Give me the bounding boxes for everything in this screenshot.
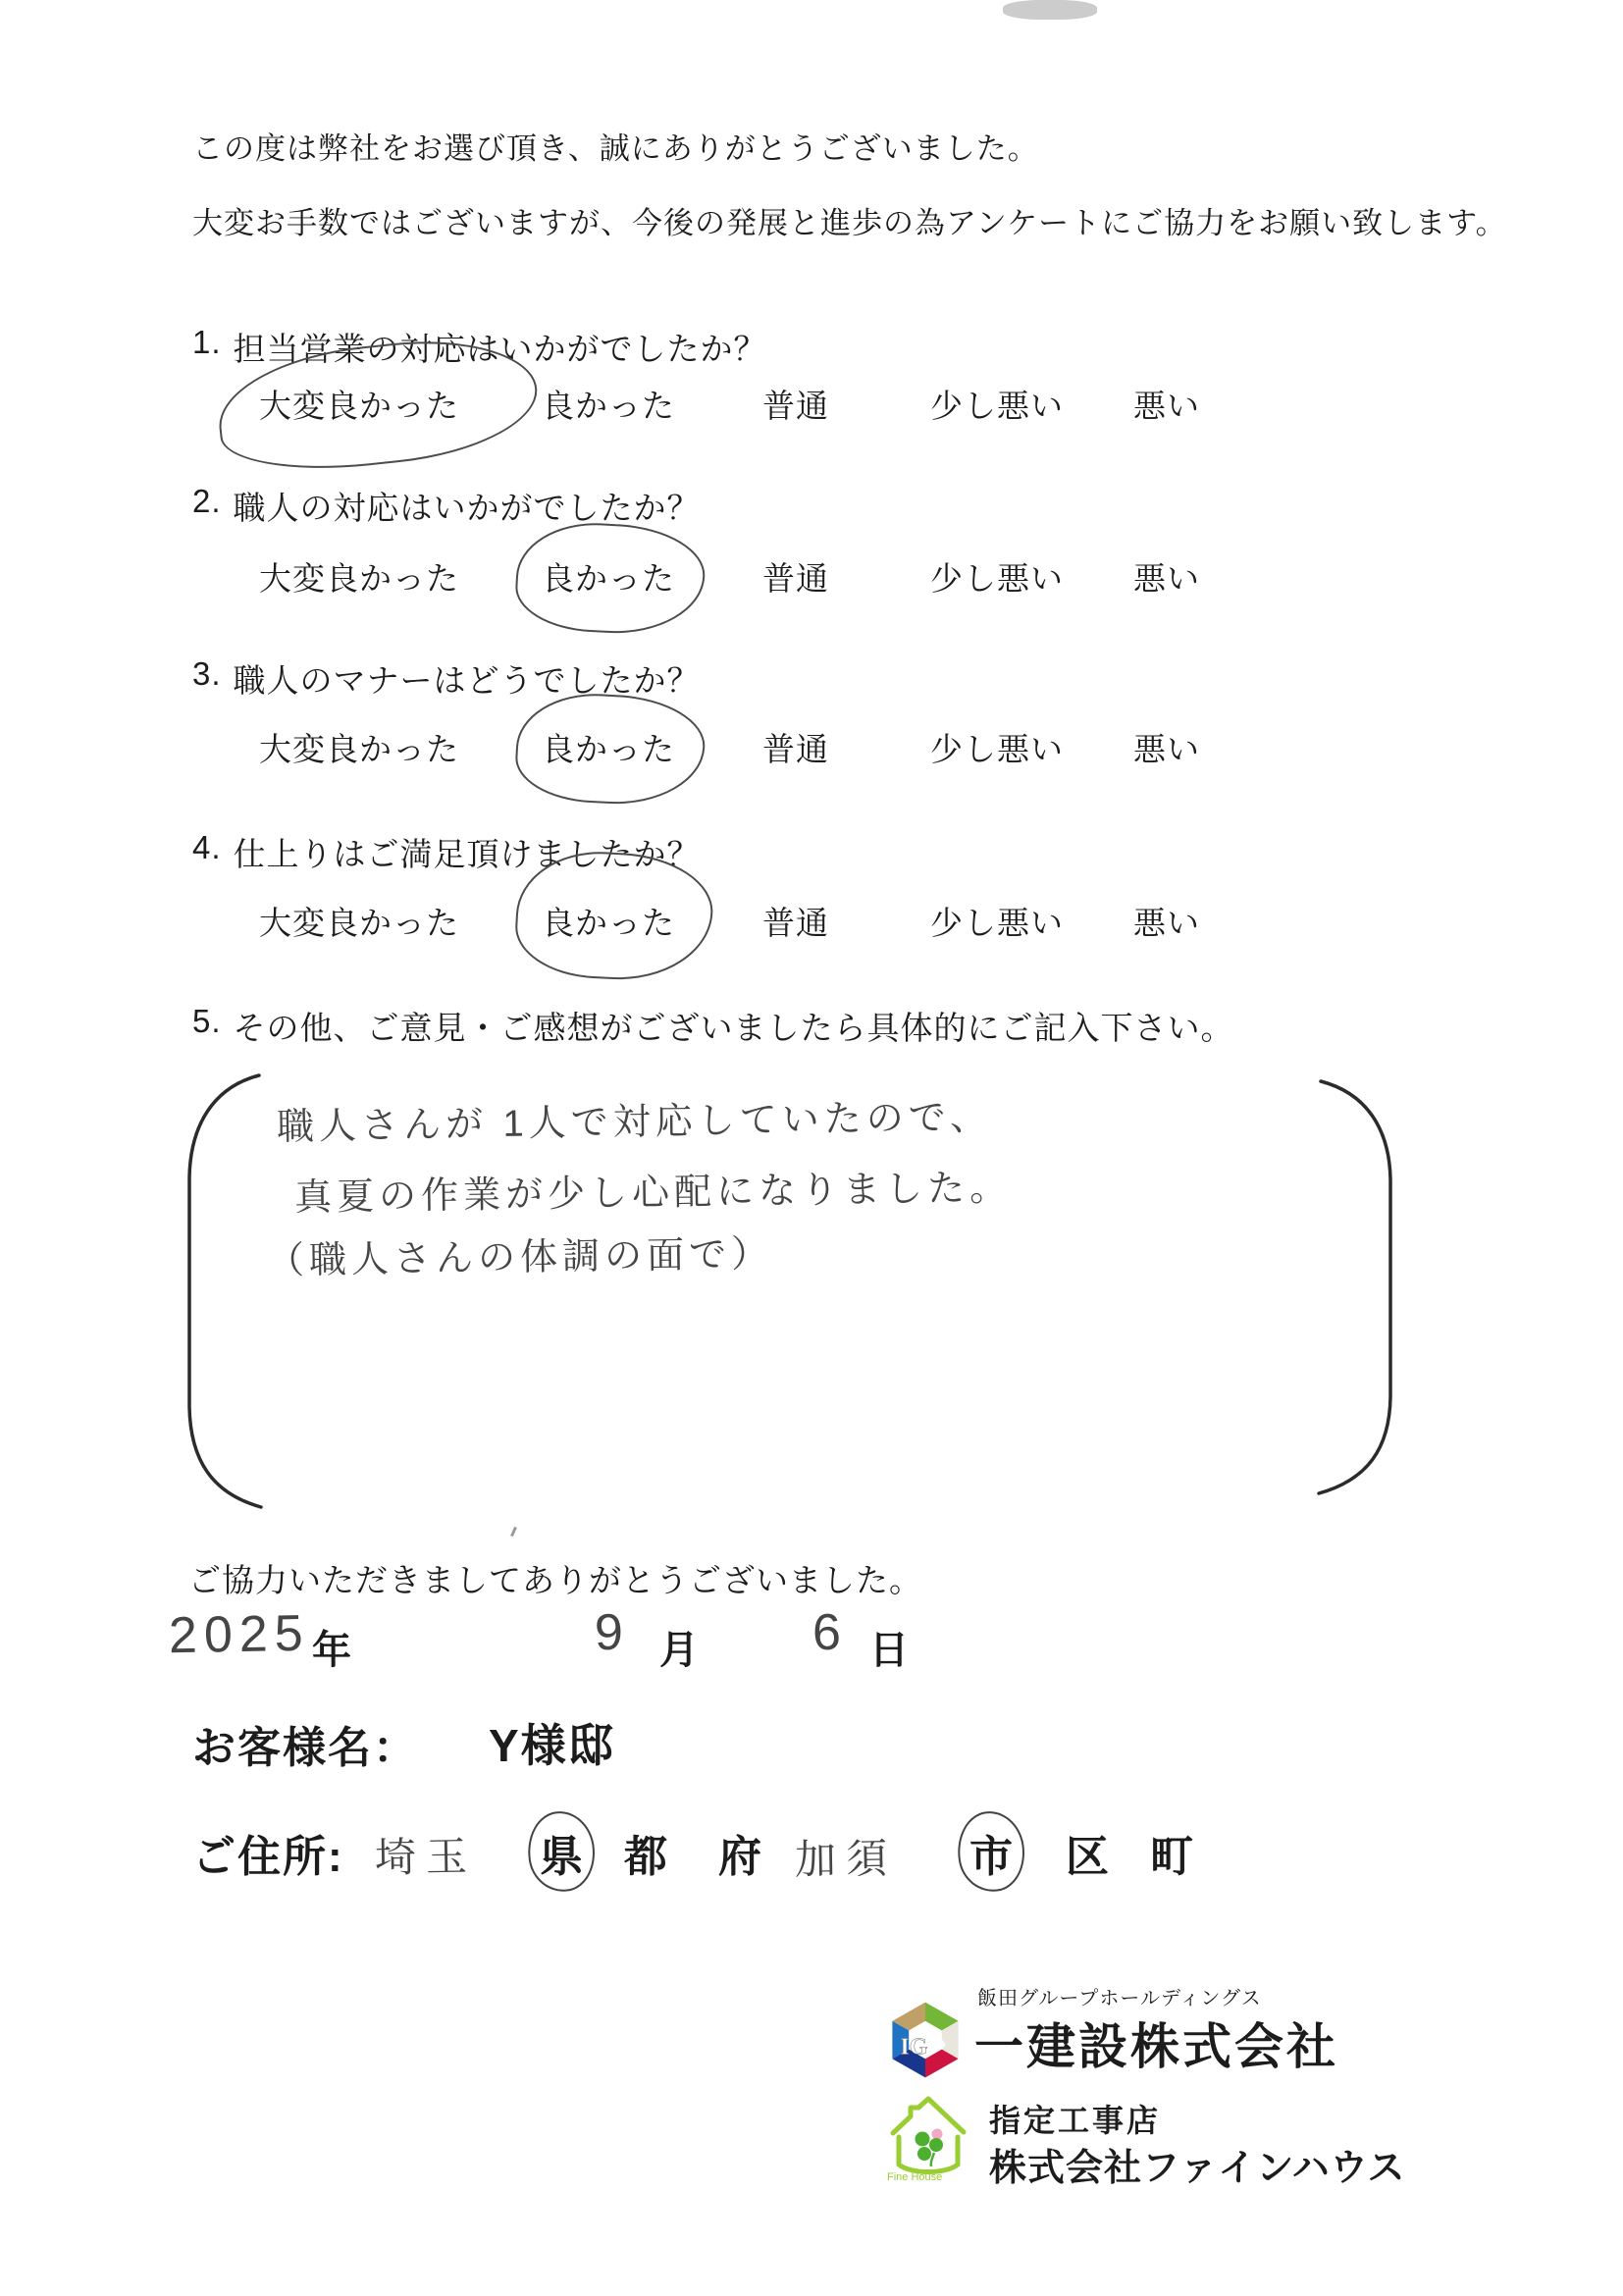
date-month-label: 月 — [659, 1629, 699, 1672]
option-very-good: 大変良かった — [259, 905, 459, 941]
option-very-good: 大変良かった — [259, 381, 459, 427]
comment-bracket-left-icon — [184, 1071, 263, 1516]
iida-group-logo-icon — [886, 2000, 965, 2085]
question-3-title — [192, 655, 1623, 702]
question-4-number: 4. — [192, 829, 222, 865]
question-5-text: その他、ご意見・ご感想がございましたら具体的にご記入下さい。 — [233, 1010, 1234, 1046]
comment-line-3: （職人さんの体調の面で） — [266, 1233, 774, 1282]
option-very-good: 大変良かった — [259, 560, 459, 597]
option-bad: 悪い — [1133, 388, 1200, 424]
address-ku-unit: 区 — [1066, 1833, 1111, 1881]
question-3 — [0, 655, 1623, 783]
question-1-options — [0, 381, 1623, 440]
intro-line-1: この度は弊社をお選び頂き、誠にありがとうございました。 — [192, 131, 1039, 166]
question-2-title — [192, 483, 1623, 529]
option-normal: 普通 — [762, 905, 829, 941]
footer-builder-name: 株式会社ファインハウス — [989, 2148, 1406, 2189]
question-3-options — [0, 724, 1623, 783]
fine-house-logo-icon — [883, 2088, 973, 2187]
date-day-label: 日 — [869, 1629, 909, 1672]
question-4 — [0, 829, 1623, 957]
date-year-label: 年 — [312, 1629, 351, 1672]
address-label: ご住所: — [192, 1833, 344, 1881]
question-5-title — [192, 1003, 1623, 1049]
option-slightly-bad: 少し悪い — [930, 731, 1064, 767]
option-slightly-bad: 少し悪い — [930, 560, 1064, 597]
footer-group-name: 飯田グループホールディングス — [977, 1988, 1262, 2009]
closing-text: ご協力いただきましてありがとうございました。 — [188, 1562, 922, 1598]
question-2 — [0, 483, 1623, 610]
footer-designated-label: 指定工事店 — [989, 2103, 1162, 2138]
option-good: 良かった — [542, 553, 675, 600]
footer-company-name: 一建設株式会社 — [974, 2019, 1338, 2074]
option-normal: 普通 — [762, 731, 829, 767]
scan-artifact — [1003, 0, 1097, 20]
address-prefecture-handwritten: 埼玉 — [374, 1833, 478, 1881]
date-month-value: 9 — [594, 1603, 631, 1662]
option-normal: 普通 — [762, 560, 829, 597]
question-4-title — [192, 829, 1623, 875]
question-2-number: 2. — [192, 483, 222, 519]
option-bad: 悪い — [1133, 560, 1200, 597]
option-bad: 悪い — [1133, 731, 1200, 767]
question-2-options — [0, 553, 1623, 612]
question-4-text: 仕上りはご満足頂けましたか？ — [233, 836, 701, 872]
question-5-number: 5. — [192, 1003, 222, 1039]
address-city-unit-circled: 市 — [969, 1821, 1015, 1884]
question-4-options — [0, 898, 1623, 957]
question-3-number: 3. — [192, 655, 222, 692]
option-slightly-bad: 少し悪い — [930, 905, 1064, 941]
intro-line-2: 大変お手数ではございますが、今後の発展と進歩の為アンケートにご協力をお願い致します。 — [192, 206, 1507, 240]
address-city-handwritten: 加須 — [794, 1835, 898, 1883]
address-cho-unit: 町 — [1150, 1833, 1195, 1881]
question-5 — [0, 1003, 1623, 1062]
option-good: 良かった — [542, 724, 675, 770]
option-bad: 悪い — [1133, 905, 1200, 941]
fine-house-label: Fine House — [887, 2171, 943, 2182]
question-1 — [0, 324, 1623, 451]
address-fu-unit: 府 — [718, 1833, 763, 1881]
question-2-text: 職人の対応はいかがでしたか？ — [233, 490, 701, 526]
comment-bracket-right-icon — [1317, 1077, 1395, 1502]
option-very-good: 大変良かった — [259, 731, 459, 767]
option-normal: 普通 — [762, 388, 829, 424]
address-pref-unit-circled: 県 — [540, 1821, 585, 1884]
address-to-unit: 都 — [624, 1833, 669, 1881]
option-good: 良かった — [542, 898, 675, 944]
date-year-value: 2025 — [168, 1604, 311, 1665]
comment-line-2: 真夏の作業が少し心配になりました。 — [293, 1167, 1013, 1220]
date-day-value: 6 — [812, 1603, 849, 1662]
pen-mark — [510, 1527, 517, 1537]
customer-name-label: お客様名： — [192, 1724, 418, 1772]
option-good: 良かった — [542, 388, 675, 424]
comment-line-1: 職人さんが 1人で対応していたので、 — [276, 1096, 993, 1149]
option-slightly-bad: 少し悪い — [930, 388, 1064, 424]
question-3-text: 職人のマナーはどうでしたか？ — [233, 662, 701, 699]
customer-name-value: Y様邸 — [489, 1720, 615, 1771]
question-1-text: 担当営業の対応はいかがでしたか？ — [233, 331, 767, 367]
question-1-number: 1. — [192, 324, 222, 360]
ig-monogram: IG — [900, 2034, 928, 2061]
